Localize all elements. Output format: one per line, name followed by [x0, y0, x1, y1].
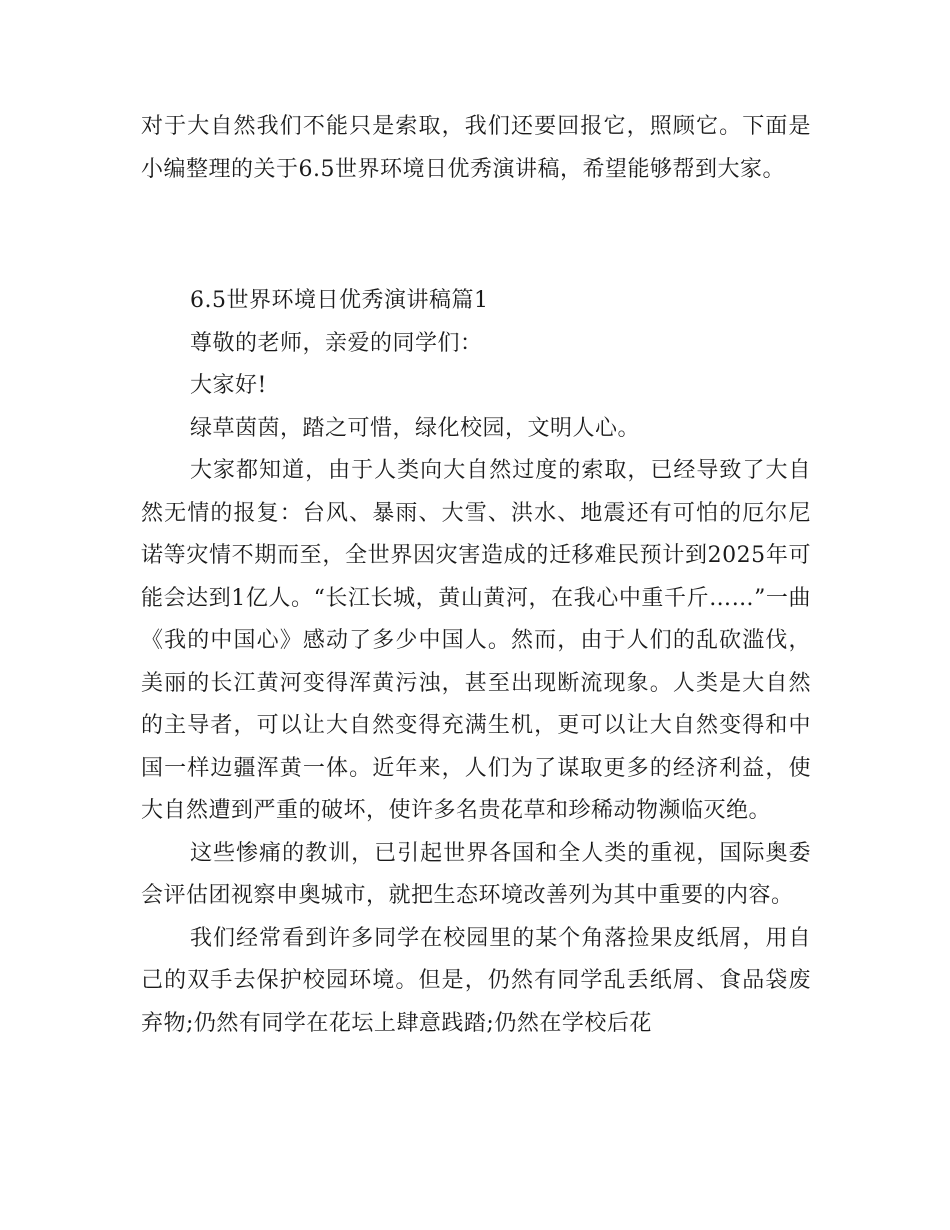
speech-body: [141, 280, 811, 1045]
body-paragraph: 大家都知道，由于人类向大自然过度的索取，已经导致了大自然无情的报复：台风、暴雨、大雪、洪水、地震还有可怕的厄尔尼诺等灾情不期而至，全世界因灾害造成的迁移难民预计到2025年可能会达到1亿人。“长江长城，黄山黄河，在我心中重千斤……”一曲《我的中国心》感动了多少中国人。然而，由于人们的乱砍滥伐，美丽的长江黄河变得浑黄污浊，甚至出现断流现象。人类是大自然的主导者，可以让大自然变得充满生机，更可以让大自然变得和中国一样边疆浑黄一体。近年来，人们为了谋取更多的经济利益，使大自然遭到严重的破坏，使许多名贵花草和珍稀动物濒临灭绝。: [141, 458, 811, 823]
greeting: 大家好!: [190, 373, 267, 398]
salutation: 尊敬的老师，亲爱的同学们：: [190, 330, 483, 356]
speech-title: 6.5世界环境日优秀演讲稿篇1: [190, 288, 489, 313]
intro-paragraph: 对于大自然我们不能只是索取，我们还要回报它，照顾它。下面是小编整理的关于6.5世界环境日优秀演讲稿，希望能够帮到大家。: [141, 114, 811, 182]
body-paragraph: 这些惨痛的教训，已引起世界各国和全人类的重视，国际奥委会评估团视察申奥城市，就把生态环境改善列为其中重要的内容。: [141, 840, 811, 908]
body-paragraph: 我们经常看到许多同学在校园里的某个角落捡果皮纸屑，用自己的双手去保护校园环境。但是，仍然有同学乱丢纸屑、食品袋废弃物;仍然有同学在花坛上肆意践踏;仍然在学校后花: [141, 925, 811, 1036]
slogan: 绿草茵茵，踏之可惜，绿化校园，文明人心。: [190, 415, 641, 441]
